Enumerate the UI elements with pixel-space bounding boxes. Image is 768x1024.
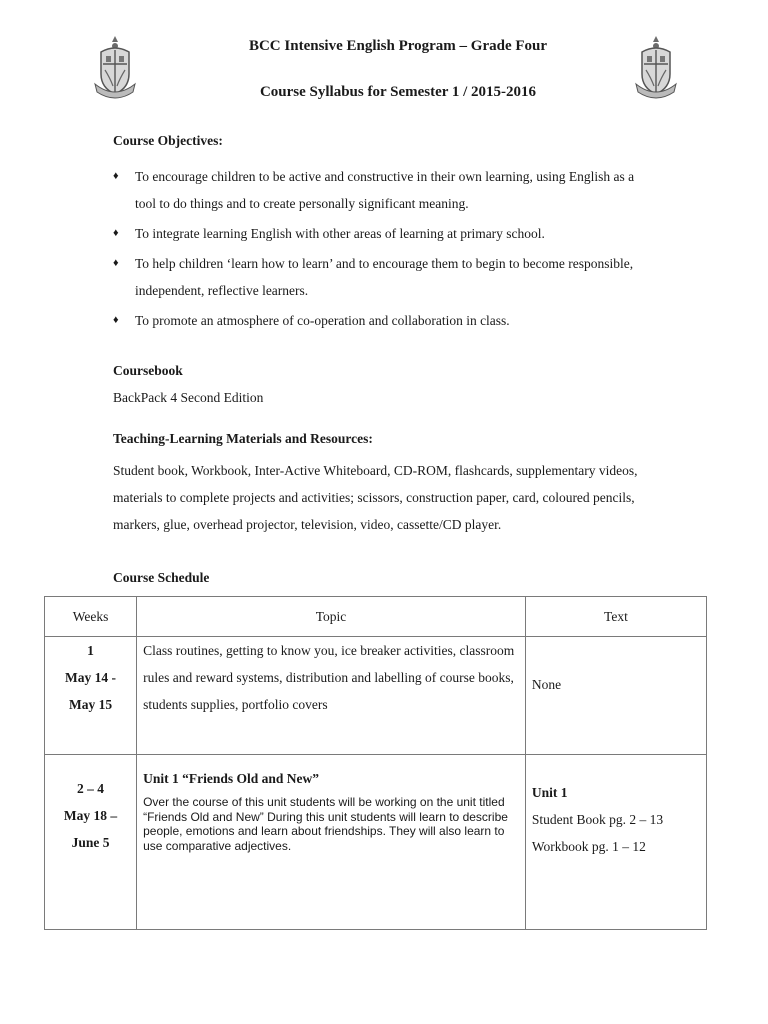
week-dates-end: May 15 (68, 697, 113, 712)
document-title: BCC Intensive English Program – Grade Four (248, 38, 548, 54)
objectives-list (113, 163, 653, 337)
coursebook-heading: Coursebook (113, 363, 183, 378)
text-cell: None (525, 637, 706, 755)
table-header-row (45, 597, 707, 637)
unit-title: Unit 1 “Friends Old and New” (143, 771, 319, 786)
document-subtitle: Course Syllabus for Semester 1 / 2015-2016 (259, 84, 537, 100)
objective-text: To encourage children to be active and constructive in their own learning, using English as a tool to do things and to create personally significant meaning. (135, 169, 635, 211)
diamond-bullet-icon: ♦ (113, 227, 119, 239)
week-number: 2 – 4 (77, 781, 105, 796)
objective-text: To integrate learning English with other areas of learning at primary school. (135, 226, 545, 241)
topic-cell (137, 755, 526, 930)
list-item (113, 307, 653, 334)
column-header-weeks: Weeks (45, 597, 137, 637)
text-cell (525, 755, 706, 930)
unit-description: Over the course of this unit students will be working on the unit titled “Friends Old and New” During this unit students will learn to describe people, emotions and learn about friendships. They will also learn to use comparative adjectives. (143, 795, 508, 853)
diamond-bullet-icon: ♦ (113, 314, 119, 326)
coursebook-text: BackPack 4 Second Edition (113, 390, 264, 405)
week-dates-start: May 14 - (65, 670, 117, 685)
materials-text: Student book, Workbook, Inter-Active Whiteboard, CD-ROM, flashcards, supplementary videos, materials to complete projects and activities; scissors, construction paper, card, coloured pencils, markers, glue, overhead projector, television, video, cassette/CD player. (113, 463, 638, 532)
list-item (113, 163, 653, 217)
objectives-heading: Course Objectives: (113, 133, 223, 148)
schedule-heading: Course Schedule (113, 570, 210, 585)
workbook-pages: Workbook pg. 1 – 12 (531, 839, 646, 854)
table-row (45, 637, 707, 755)
column-header-text: Text (525, 597, 706, 637)
topic-cell: Class routines, getting to know you, ice breaker activities, classroom rules and reward systems, distribution and labelling of course books, students supplies, portfolio covers (137, 637, 526, 755)
schedule-table (44, 596, 707, 930)
student-book-pages: Student Book pg. 2 – 13 (531, 812, 664, 827)
list-item (113, 250, 653, 304)
text-unit-label: Unit 1 (531, 785, 568, 800)
diamond-bullet-icon: ♦ (113, 257, 119, 269)
table-row (45, 755, 707, 930)
weeks-cell (45, 755, 137, 930)
column-header-topic: Topic (137, 597, 526, 637)
week-dates-start: May 18 – (63, 808, 118, 823)
diamond-bullet-icon: ♦ (113, 170, 119, 182)
materials-heading: Teaching-Learning Materials and Resources: (113, 431, 373, 446)
weeks-cell (45, 637, 137, 755)
week-number: 1 (87, 643, 94, 658)
list-item (113, 220, 653, 247)
objective-text: To promote an atmosphere of co-operation and collaboration in class. (135, 313, 510, 328)
week-dates-end: June 5 (71, 835, 110, 850)
objective-text: To help children ‘learn how to learn’ and to encourage them to begin to become responsible, independent, reflective learners. (135, 256, 634, 298)
